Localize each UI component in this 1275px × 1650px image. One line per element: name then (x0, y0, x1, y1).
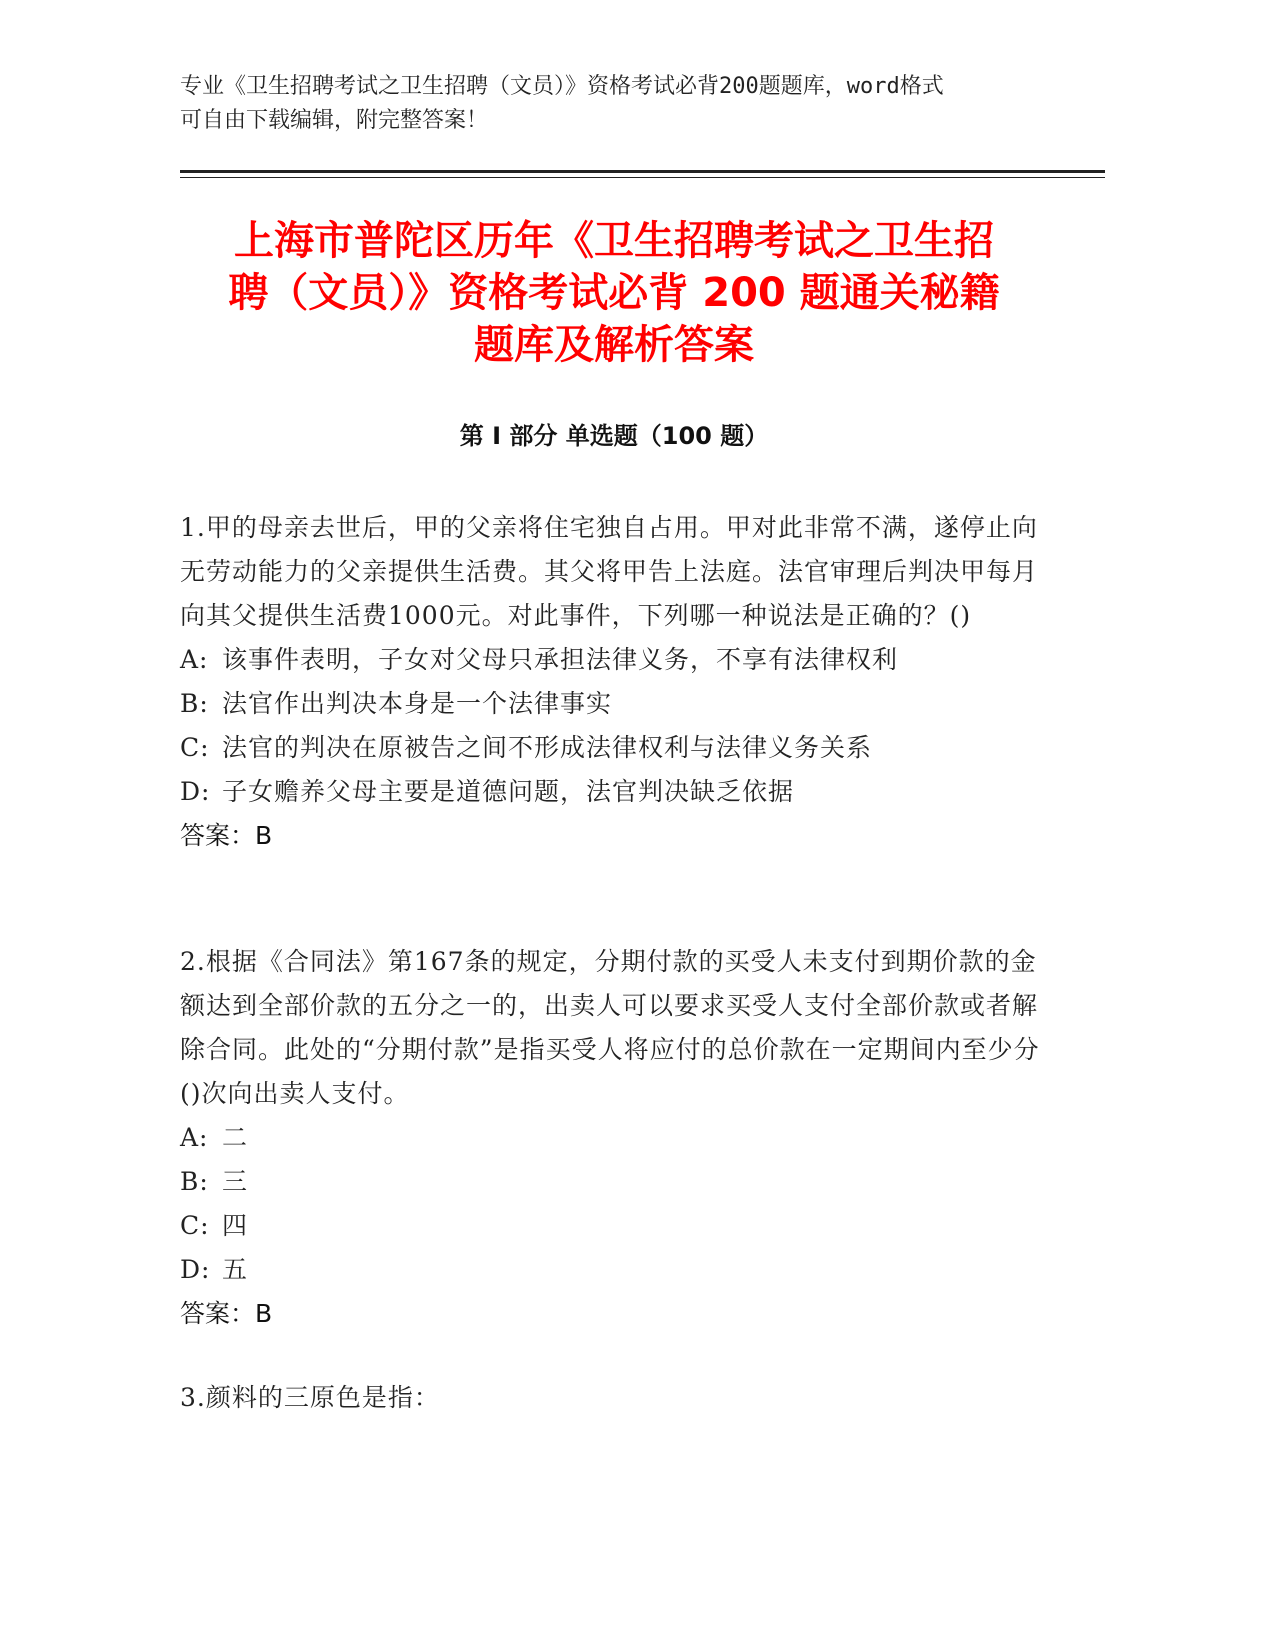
header-divider-thin (180, 177, 1105, 178)
option-key: A: (180, 645, 209, 674)
question-stem: 3.颜料的三原色是指： (180, 1383, 440, 1412)
header-divider (180, 170, 1105, 173)
option-b (180, 1160, 1050, 1204)
option-key: A: (180, 1123, 209, 1152)
option-key: C: (180, 733, 210, 762)
option-d (180, 770, 1050, 814)
option-text: 三 (222, 1167, 249, 1196)
option-key: D: (180, 1255, 211, 1284)
option-text: 二 (222, 1123, 249, 1152)
title-line: 上海市普陀区历年《卫生招聘考试之卫生招 (234, 218, 994, 264)
title-line: 题库及解析答案 (474, 322, 754, 368)
option-text: 法官作出判决本身是一个法律事实 (222, 689, 613, 718)
option-key: B: (180, 689, 209, 718)
question-stem: 1.甲的母亲去世后，甲的父亲将住宅独自占用。甲对此非常不满，遂停止向无劳动能力的父亲提供生活费。其父将甲告上法庭。法官审理后判决甲每月向其父提供生活费1000元。对此事件，下列哪一种说法是正确的？() (180, 513, 1039, 630)
option-text: 该事件表明，子女对父母只承担法律义务，不享有法律权利 (222, 645, 899, 674)
section-title: 第 I 部分 单选题（100 题） (459, 422, 769, 450)
option-text: 四 (222, 1211, 249, 1240)
answer-line: 答案：B (180, 821, 273, 850)
question-2 (180, 940, 1050, 1336)
title-line: 聘（文员）》资格考试必背 200 题通关秘籍 (228, 270, 1000, 316)
document-title (180, 215, 1048, 371)
option-text: 子女赡养父母主要是道德问题，法官判决缺乏依据 (222, 777, 795, 806)
option-a (180, 638, 1050, 682)
header-note (180, 70, 1050, 138)
option-d (180, 1248, 1050, 1292)
header-note-line: 专业《卫生招聘考试之卫生招聘（文员）》资格考试必背200题题库，word格式 (180, 74, 944, 99)
question-1 (180, 506, 1050, 858)
option-key: D: (180, 777, 211, 806)
option-text: 法官的判决在原被告之间不形成法律权利与法律义务关系 (222, 733, 873, 762)
option-key: C: (180, 1211, 210, 1240)
option-text: 五 (222, 1255, 249, 1284)
option-c (180, 726, 1050, 770)
option-key: B: (180, 1167, 209, 1196)
option-a (180, 1116, 1050, 1160)
question-3 (180, 1376, 1050, 1420)
question-stem: 2.根据《合同法》第167条的规定，分期付款的买受人未支付到期价款的金额达到全部价款的五分之一的，出卖人可以要求买受人支付全部价款或者解除合同。此处的“分期付款”是指买受人将应付的总价款在一定期间内至少分()次向出卖人支付。 (180, 947, 1040, 1108)
header-note-line: 可自由下载编辑，附完整答案！ (180, 108, 489, 133)
option-b (180, 682, 1050, 726)
answer-line: 答案：B (180, 1299, 273, 1328)
option-c (180, 1204, 1050, 1248)
